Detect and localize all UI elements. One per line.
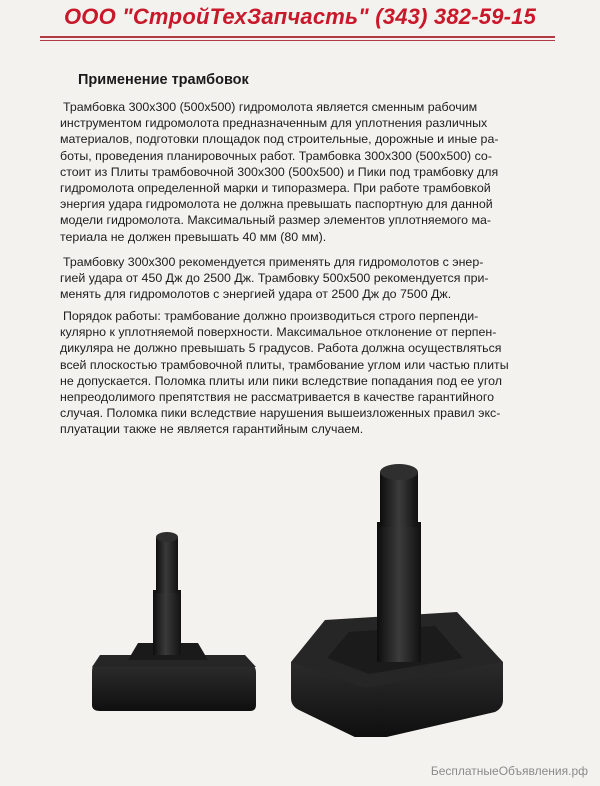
text-line: всей плоскостью трамбовочной плиты, трамбование углом или частью плиты <box>60 357 509 372</box>
text-line: энергия удара гидромолота не должна превышать паспортную для данной <box>60 197 493 212</box>
text-line: модели гидромолота. Максимальный размер элементов уплотняемого ма- <box>60 213 492 228</box>
header-rule-bottom <box>40 40 555 41</box>
pike-upper <box>156 537 178 593</box>
section-title: Применение трамбовок <box>78 72 249 88</box>
text-line: менять для гидромолотов с энергией удара от 2500 Дж до 7500 Дж. <box>60 287 452 302</box>
text-line: непреодолимого препятствия не рассматривается в качестве гарантийного <box>60 390 494 405</box>
text-line: гией удара от 450 Дж до 2500 Дж. Трамбовку 500x500 рекомендуется при- <box>60 271 489 286</box>
header-rule-top <box>40 36 555 38</box>
text-line: плуатации также не является гарантийным случаем. <box>60 422 364 437</box>
pike-top <box>380 464 418 480</box>
text-line: Порядок работы: трамбование должно производиться строго перпенди- <box>63 309 479 323</box>
text-line: Трамбовку 300x300 рекомендуется применять для гидромолотов с энер- <box>63 255 484 269</box>
text-line: териала не должен превышать 40 мм (80 мм). <box>60 229 327 244</box>
header <box>0 0 600 40</box>
text-line: стоит из Плиты трамбовочной 300x300 (500x500) и Пики под трамбовку для <box>60 164 499 179</box>
pike-lower <box>153 590 181 655</box>
text-line: боты, проведения планировочных работ. Трамбовка 300x300 (500x500) со- <box>60 148 492 163</box>
tamper-500x500-image <box>285 452 510 737</box>
text-line: Трамбовка 300x300 (500x500) гидромолота является сменным рабочим <box>63 100 478 114</box>
text-line: кулярно к уплотняемой поверхности. Максимальное отклонение от перпен- <box>60 325 497 340</box>
tamper-300x300-image <box>80 515 280 725</box>
text-line: гидромолота определенной марки и типоразмера. При работе трамбовкой <box>60 181 491 196</box>
watermark: БесплатныеОбъявления.рф <box>430 764 588 778</box>
text-line: случая. Поломка пики вследствие нарушения вышеизложенных правил экс- <box>60 406 501 421</box>
text-line: не допускается. Поломка плиты или пики вследствие попадания под ее угол <box>60 373 502 388</box>
paragraph-recommendation <box>60 254 560 303</box>
company-banner: ООО "СтройТехЗапчасть" (343) 382-59-15 <box>63 4 537 29</box>
text-line: материалов, подготовки площадок под строительные, дорожные и иные ра- <box>60 132 499 147</box>
paragraph-procedure <box>60 308 560 438</box>
paragraph-description <box>60 99 560 245</box>
plate-side <box>92 665 256 711</box>
pike-lower <box>377 522 421 662</box>
text-line: инструментом гидромолота предназначенным для уплотнения различных <box>60 116 488 131</box>
pike-upper <box>380 472 418 527</box>
pike-top <box>156 532 178 542</box>
text-line: дикуляра не должно превышать 5 градусов. Работа должна осуществляться <box>60 341 502 356</box>
